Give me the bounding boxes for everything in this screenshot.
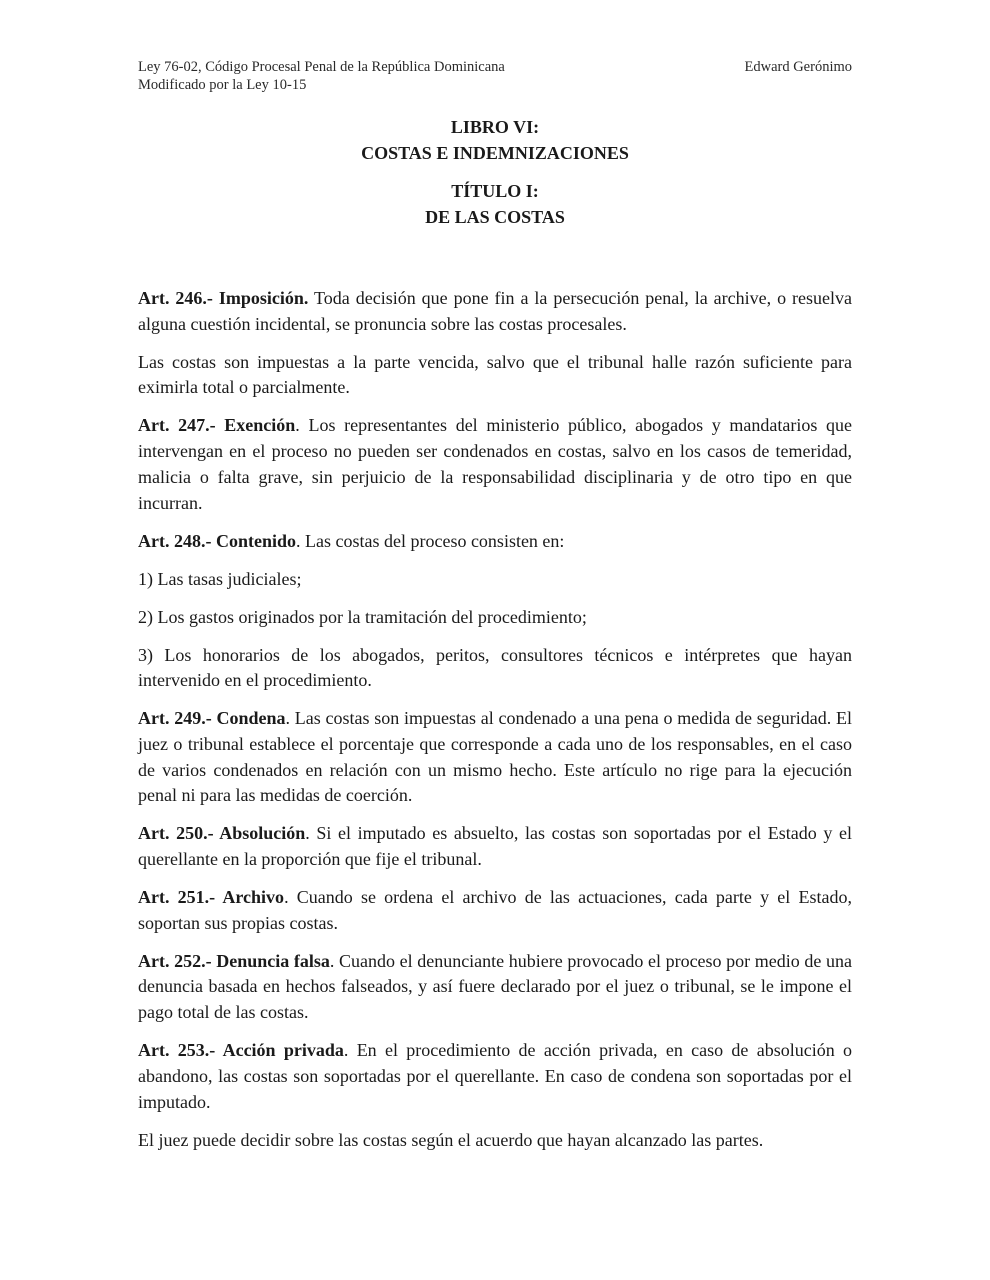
- paragraph-text: Toda decisión que pone fin a la persecución penal, la archive, o resuelva alguna cuestión incidental, se pronuncia sobre las costas procesales.: [138, 288, 852, 334]
- paragraph-text: Las costas son impuestas a la parte vencida, salvo que el tribunal halle razón suficiente para eximirla total o parcialmente.: [138, 351, 852, 398]
- paragraph-text: . Cuando se ordena el archivo de las actuaciones, cada parte y el Estado, soportan sus propias costas.: [138, 887, 852, 933]
- list-item: [138, 643, 852, 694]
- article-heading: Art. 253.- Acción privada: [138, 1040, 344, 1061]
- article-heading: Art. 252.- Denuncia falsa: [138, 950, 330, 971]
- document-body: [138, 286, 852, 1153]
- paragraph: [138, 286, 852, 337]
- paragraph: [138, 350, 852, 401]
- paragraph-text: 2) Los gastos originados por la tramitación del procedimiento;: [138, 606, 587, 627]
- article-heading: Art. 247.- Exención: [138, 415, 296, 436]
- paragraph: [138, 821, 852, 872]
- paragraph-text: . Los representantes del ministerio público, abogados y mandatarios que intervengan en el proceso no pueden ser condenados en costas, salvo en los casos de temeridad, malicia o falta grave, sin perjuicio de la responsabilidad disciplinaria y de otro tipo en que incurran.: [138, 415, 853, 513]
- article-heading: Art. 251.- Archivo: [138, 887, 285, 908]
- list-item: [138, 567, 852, 593]
- section-headings: [138, 114, 852, 230]
- page-header: [138, 58, 852, 94]
- paragraph-text: . En el procedimiento de acción privada, en caso de absolución o abandono, las costas son soportadas por el querellante. En caso de condena son soportadas por el imputado.: [138, 1040, 852, 1112]
- paragraph-text: El juez puede decidir sobre las costas según el acuerdo que hayan alcanzado las partes.: [138, 1129, 764, 1150]
- paragraph-text: . Si el imputado es absuelto, las costas son soportadas por el Estado y el querellante en la proporción que fije el tribunal.: [138, 823, 852, 870]
- article-heading: Art. 249.- Condena: [138, 708, 286, 729]
- paragraph: [138, 706, 852, 809]
- paragraph: [138, 885, 852, 936]
- header-author: Edward Gerónimo: [744, 59, 852, 75]
- paragraph-text: 1) Las tasas judiciales;: [138, 568, 302, 589]
- article-heading: Art. 248.- Contenido: [138, 530, 296, 551]
- title-name: DE LAS COSTAS: [425, 207, 565, 227]
- article-heading: Art. 250.- Absolución: [138, 823, 306, 844]
- paragraph-text: . Cuando el denunciante hubiere provocado el proceso por medio de una denuncia basada en hechos falseados, y así fuere declarado por el juez o tribunal, se le impone el pago total de las costas.: [138, 950, 852, 1023]
- paragraph: [138, 1038, 852, 1115]
- header-law-title: Ley 76-02, Código Procesal Penal de la República Dominicana: [138, 59, 505, 75]
- book-title: COSTAS E INDEMNIZACIONES: [361, 143, 629, 163]
- paragraph: [138, 1128, 852, 1154]
- header-modification-note: Modificado por la Ley 10-15: [138, 77, 307, 93]
- book-heading: [138, 114, 852, 166]
- title-number: TÍTULO I:: [451, 181, 539, 201]
- paragraph-text: 3) Los honorarios de los abogados, peritos, consultores técnicos e intérpretes que hayan intervenido en el procedimiento.: [138, 644, 852, 691]
- paragraph: [138, 529, 852, 555]
- title-heading: [138, 178, 852, 230]
- article-heading: Art. 246.- Imposición.: [138, 288, 309, 308]
- list-item: [138, 605, 852, 631]
- document-page: [138, 58, 852, 1166]
- paragraph-text: . Las costas son impuestas al condenado a una pena o medida de seguridad. El juez o tribunal establece el porcentaje que corresponde a cada uno de los responsables, en el caso de varios condenados en relación con un mismo hecho. Este artículo no rige para la ejecución penal ni para las medidas de coerción.: [138, 708, 853, 806]
- book-number: LIBRO VI:: [450, 117, 540, 137]
- paragraph-text: . Las costas del proceso consisten en:: [296, 530, 565, 551]
- paragraph: [138, 413, 852, 516]
- paragraph: [138, 949, 852, 1026]
